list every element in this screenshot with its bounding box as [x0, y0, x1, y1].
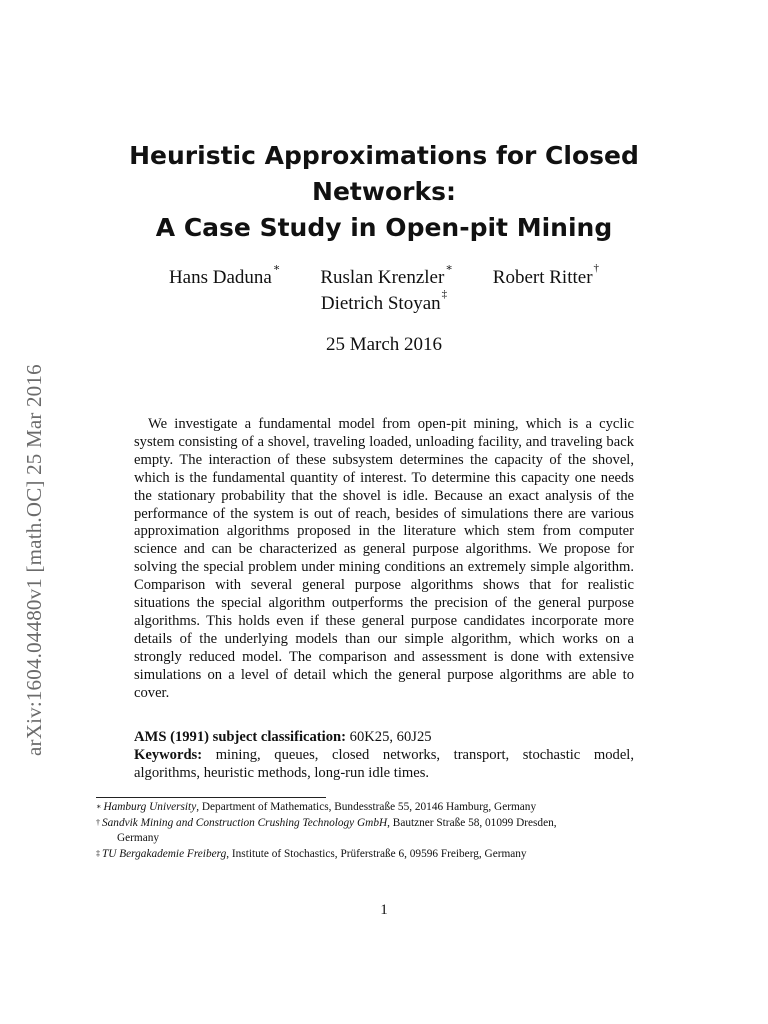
author-krenzler: Ruslan Krenzler∗: [320, 262, 453, 288]
author-affiliation-mark: †: [593, 262, 600, 274]
subject-classification-label: AMS (1991) subject classification:: [134, 729, 346, 745]
footnote-sandvik: † Sandvik Mining and Construction Crushing Technology GmbH, Bautzner Straße 58, 01099 Dresden,: [96, 816, 557, 829]
author-ritter: Robert Ritter†: [492, 262, 600, 288]
subject-classification-value: 60K25, 60J25: [349, 729, 432, 745]
abstract: [134, 416, 634, 703]
footnote-freiberg: ‡ TU Bergakademie Freiberg, Institute of Stochastics, Prüferstraße 6, 09596 Freiberg, Germany: [96, 847, 527, 860]
title-line-3: A Case Study in Open-pit Mining: [155, 213, 613, 242]
author-affiliation-mark: ∗: [272, 262, 281, 274]
page-number: 1: [380, 902, 388, 918]
author-affiliation-mark: ‡: [441, 288, 448, 300]
keywords-label: Keywords:: [134, 747, 203, 763]
footnotes: [96, 800, 676, 862]
keywords: [134, 746, 634, 782]
title-line-1: Heuristic Approximations for Closed: [129, 141, 639, 170]
author-affiliation-mark: ∗: [445, 262, 453, 274]
keywords-value: mining, queues, closed networks, transport, stochastic model, algorithms, heuristic methods, long-run idle times.: [134, 747, 634, 781]
publication-date: 25 March 2016: [325, 334, 443, 355]
subject-classification: [134, 728, 634, 746]
footnote-hamburg: ∗ Hamburg University, Department of Mathematics, Bundesstraße 55, 20146 Hamburg, Germany: [96, 801, 537, 813]
footnote-sandvik-continuation: Germany: [117, 832, 160, 844]
paper-metadata: [134, 728, 634, 782]
abstract-text: We investigate a fundamental model from open-pit mining, which is a cyclic system consisting of a shovel, traveling loaded, unloading facility, and traveling back empty. The interaction of these subsystem determines the capacity of the shovel, which is the fundamental quantity of interest. To determine this capacity one needs the stationary probability that the shovel is idle. Because an exact analysis of the performance of the system is out of reach, besides of simulations there are various approximation algorithms proposed in the literature which stem from computer science and can be characterized as general purpose algorithms. We propose for solving the special problem under mining conditions an extremely simple algorithm. Comparison with several general purpose algorithms shows that for realistic situations the special algorithm outperforms the precision of the general purpose algorithms. This holds even if these general purpose candidates incorporate more details of the underlying models than our simple algorithm, which works on a strongly reduced model. The comparison and assessment is done with extensive simulations on a level of detail which the general purpose algorithms are able to cover.: [134, 416, 634, 701]
author-daduna: Hans Daduna∗: [168, 262, 281, 288]
author-list: [130, 262, 638, 317]
footnote-divider: [96, 797, 326, 798]
arxiv-identifier-text: arXiv:1604.04480v1 [math.OC] 25 Mar 2016: [22, 364, 46, 756]
arxiv-identifier-stamp: [22, 296, 54, 756]
paper-title: [100, 138, 668, 246]
author-stoyan: Dietrich Stoyan‡: [320, 288, 448, 314]
title-line-2: Networks:: [312, 177, 456, 206]
